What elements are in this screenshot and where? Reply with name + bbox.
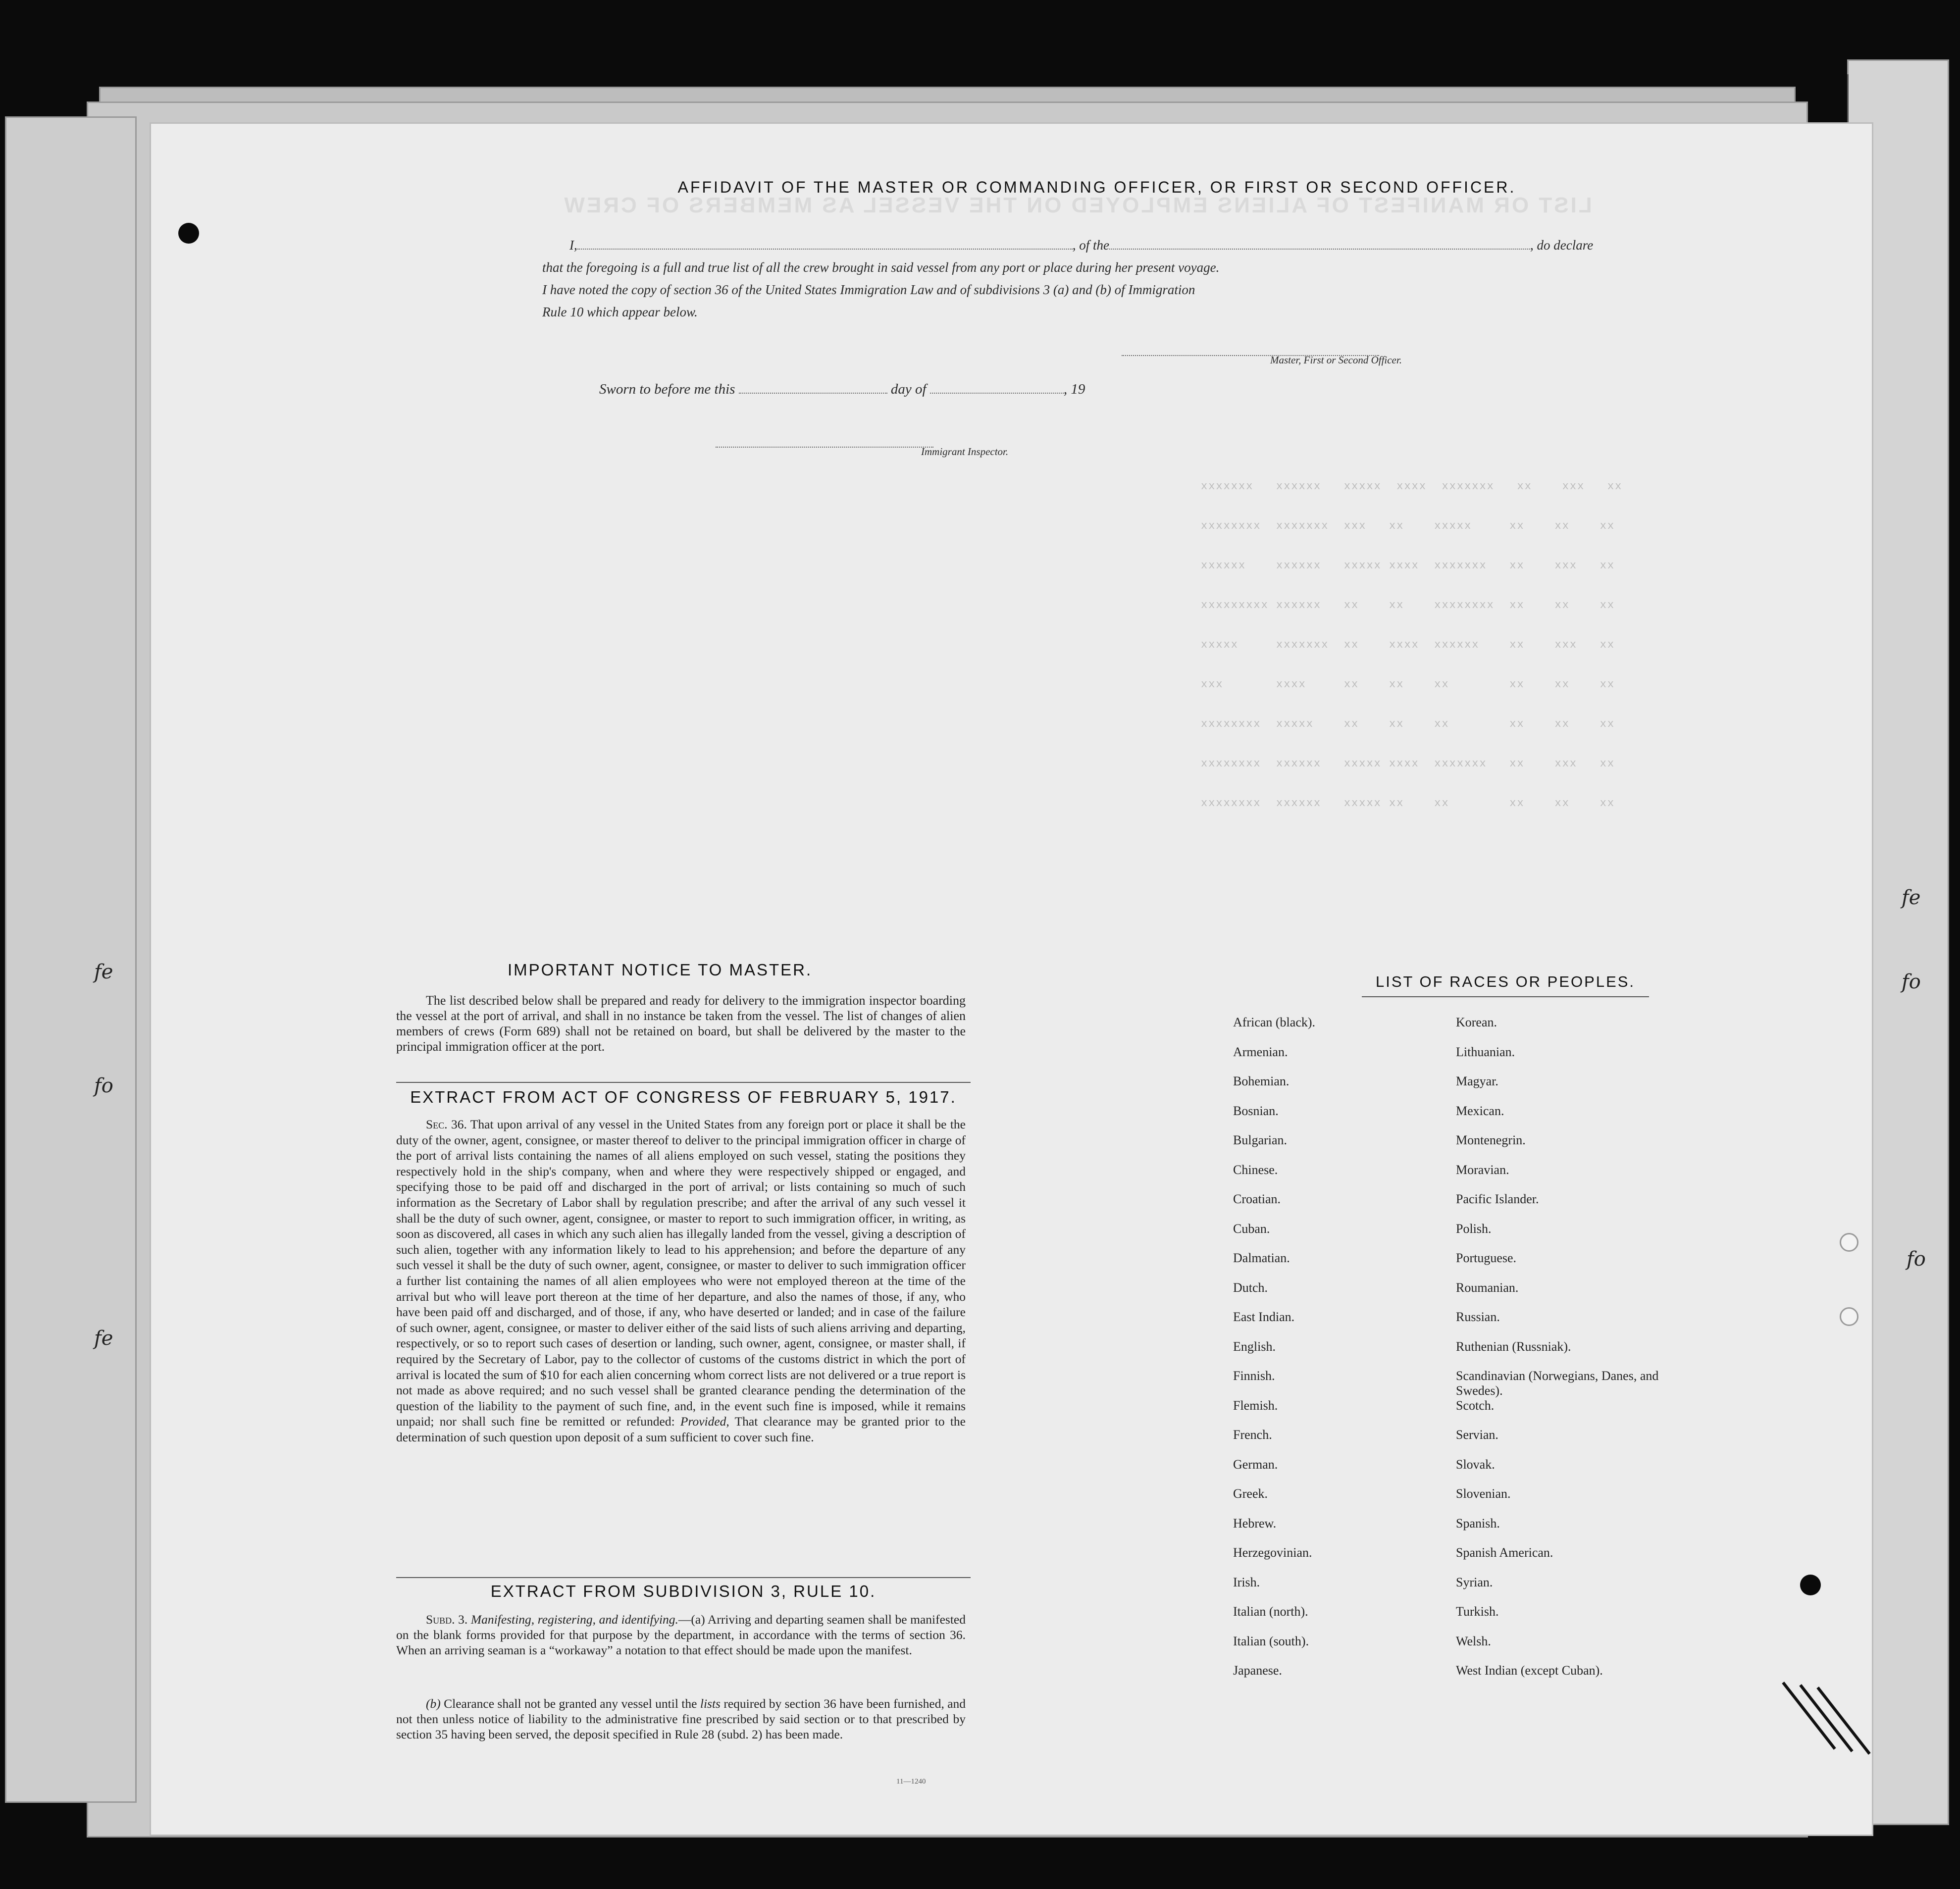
bleed-through-row: xxxxxxxx xxxxx xx xx xx xx xx xx [1201,718,1615,730]
tally-marks [1793,1674,1852,1753]
race-item-right: Montenegrin. [1456,1133,1526,1147]
race-item-right: Ruthenian (Russniak). [1456,1339,1571,1354]
sworn-day-of: day of [890,381,927,397]
sworn-month-field[interactable] [930,393,1064,394]
race-item-right: Mexican. [1456,1103,1504,1118]
races-right-column [1456,1015,1674,1693]
bleed-through-row: xxxxxxxxx xxxxxx xx xx xxxxxxxx xx xx xx [1201,599,1615,612]
race-item-right: Scandinavian (Norwegians, Danes, and Swedes). [1456,1369,1659,1398]
race-item-right: Russian. [1456,1310,1500,1324]
race-item-left: Italian (south). [1233,1634,1309,1648]
race-item-left: Italian (north). [1233,1604,1308,1619]
races-title: LIST OF RACES OR PEOPLES. [1375,973,1636,990]
affidavit-declaration-line [569,238,1593,253]
sec-36-text: That upon arrival of any vessel in the United States from any foreign port or place it shall be the duty of the owner, agent, consignee, or master thereof to deliver to the principal immigration officer in charge of the port of arrival lists containing the names of all aliens employed on such vessel, stating the positions they respectively hold in the ship's company, when and where they were respectively shipped or engaged, and specifying those to be paid off and discharged in the port of arrival; or lists containing so much of such information as the Secretary of Labor shall by regulation prescribe; and after the arrival of any such vessel it shall be the duty of such owner, agent, consignee, or master to report to such immigration officer, in writing, as soon as discovered, all cases in which any such alien has illegally landed from the vessel, giving a description of such alien, together with any information likely to lead to his apprehension; and before the departure of any such vessel it shall be the duty of such owner, agent, consignee, or master to deliver to such immigration officer a further list containing the names of all alien employees who were not employed thereon at the time of the arrival but who will leave port thereon at the time of her departure, and also the names of those, if any, who have been paid off and discharged, and of those, if any, who have deserted or landed; and in case of the failure of such owner, agent, consignee, or master to deliver either of the said lists of such aliens arriving and departing, respectively, or so to report such cases of desertion or landing, such owner, agent, consignee, or master shall, if required by the Secretary of Labor, pay to the collector of customs of the customs district in which the port of arrival is located the sum of $10 for each alien concerning whom correct lists are not delivered or a true report is not made as above required; and no such vessel shall be granted clearance pending the determination of the question of the liability to the payment of such fine, and, in the event such fine is imposed, while it remains unpaid; nor shall such fine be remitted or refunded: [396,1117,966,1429]
inspector-label: Immigrant Inspector. [921,446,1009,458]
race-item-left: Japanese. [1233,1663,1282,1678]
rule-para-a [396,1612,966,1658]
punch-hole [1800,1575,1821,1595]
bleed-through-row: xxxxxx xxxxxx xxxxx xxxx xxxxxxx xx xxx xx [1201,560,1615,572]
race-item-left: East Indian. [1233,1310,1295,1324]
race-item-left: Irish. [1233,1575,1260,1589]
vessel-name-field[interactable] [1109,249,1530,250]
provided-word: Provided, [680,1414,729,1429]
bleed-through-row: xxxxxxxx xxxxxx xxxxx xx xx xx xx xx [1201,797,1615,810]
subd-para-a: —(a) Arriving and departing seamen shall be manifested on the blank forms provided for that purpose by the department, in accordance with the terms of section 36. When an arriving seaman is a “workaway” a notation to that effect should be made upon the manifest. [396,1612,966,1657]
affidavit-line-2: that the foregoing is a full and true list of all the crew brought in said vessel from any port or place during her present voyage. [542,260,1220,275]
race-item-left: Bohemian. [1233,1074,1289,1088]
race-item-left: Hebrew. [1233,1516,1277,1531]
race-item-left: Dalmatian. [1233,1251,1290,1265]
race-item-left: French. [1233,1428,1272,1442]
sworn-line [599,381,1085,398]
race-item-left: Greek. [1233,1486,1268,1501]
notice-title: IMPORTANT NOTICE TO MASTER. [508,961,813,979]
inspector-signature-line[interactable] [716,436,933,451]
extract-rule-title: EXTRACT FROM SUBDIVISION 3, RULE 10. [396,1577,971,1601]
affidavit-line-4: Rule 10 which appear below. [542,305,698,319]
rule-para-b [396,1696,966,1742]
bleed-through-row: xxxxx xxxxxxx xx xxxx xxxxxx xx xxx xx [1201,639,1615,651]
bleed-through-row: xxxxxxxx xxxxxx xxxxx xxxx xxxxxxx xx xxx xx [1201,758,1615,770]
sworn-year: , 19 [1063,381,1085,397]
of-the-label: , of the [1072,238,1109,253]
subd-label: Subd. 3. [426,1612,468,1627]
name-field[interactable] [577,249,1073,250]
bleed-through-row: xxxxxxx xxxxxx xxxxx xxxx xxxxxxx xx xxx xx [1201,480,1623,493]
race-item-right: Slovak. [1456,1457,1495,1472]
affidavit-title: AFFIDAVIT OF THE MASTER OR COMMANDING OFFICER, OR FIRST OR SECOND OFFICER. [677,178,1516,196]
race-item-right: West Indian (except Cuban). [1456,1663,1603,1678]
master-signature-label: Master, First or Second Officer. [1270,354,1402,366]
race-item-right: Syrian. [1456,1575,1493,1589]
races-title-rule [1362,996,1649,997]
races-left-column [1233,1015,1441,1693]
bleed-through-title: LIST OR MANIFEST OF ALIENS EMPLOYED ON THE VESSEL AS MEMBERS OF CREW [562,193,1592,217]
bleed-through-row: xxxxxxxx xxxxxxx xxx xx xxxxx xx xx xx [1201,520,1615,532]
race-item-right: Polish. [1456,1221,1492,1236]
race-item-left: Bosnian. [1233,1103,1279,1118]
extract-act-text [396,1117,966,1445]
extract-act-title: EXTRACT FROM ACT OF CONGRESS OF FEBRUARY 5, 1917. [396,1082,971,1107]
form-number: 11—1240 [896,1778,926,1786]
notice-text: The list described below shall be prepared and ready for delivery to the immigration inspector boarding the vessel at the port of arrival, and shall in no instance be taken from the vessel. The list of changes of alien members of crews (Form 689) shall not be retained on board, but shall be delivered by the master to the principal immigration officer at the port. [396,993,966,1054]
race-item-right: Spanish American. [1456,1545,1553,1560]
race-item-left: African (black). [1233,1015,1316,1029]
subd-heading: Manifesting, registering, and identifying. [470,1612,678,1627]
race-item-right: Scotch. [1456,1398,1495,1413]
race-item-left: Bulgarian. [1233,1133,1288,1147]
race-item-left: Flemish. [1233,1398,1278,1413]
handwritten-mark: fe [1902,886,1921,909]
handwritten-mark: fe [94,1327,113,1350]
race-item-right: Servian. [1456,1428,1498,1442]
punch-hole [1840,1233,1858,1252]
affidavit-i-label: I, [569,238,577,253]
race-item-left: Croatian. [1233,1192,1281,1206]
para-b-text-2: required by section 36 have been furnished, and not then unless notice of liability to the administrative fine prescribed by said section or to that prescribed by section 35 having been served, the deposit specified in Rule 28 (subd. 2) has been made. [396,1696,966,1741]
handwritten-mark: fo [1907,1248,1926,1271]
race-item-right: Slovenian. [1456,1486,1511,1501]
race-item-left: Finnish. [1233,1369,1275,1383]
race-item-right: Turkish. [1456,1604,1499,1619]
para-b-lists: lists [700,1696,721,1711]
para-b-text-1: Clearance shall not be granted any vessel until the [444,1696,697,1711]
race-item-right: Welsh. [1456,1634,1491,1648]
race-item-right: Spanish. [1456,1516,1500,1531]
race-item-right: Portuguese. [1456,1251,1517,1265]
bleed-through-row: xxx xxxx xx xx xx xx xx xx [1201,678,1615,691]
sec-label: Sec. 36. [426,1117,467,1131]
race-item-right: Lithuanian. [1456,1044,1515,1059]
sworn-day-field[interactable] [739,393,887,394]
race-item-right: Pacific Islander. [1456,1192,1539,1206]
handwritten-mark: fo [94,1074,113,1097]
do-declare-label: , do declare [1530,238,1594,253]
race-item-right: Korean. [1456,1015,1497,1029]
race-item-right: Magyar. [1456,1074,1498,1088]
para-b-label: (b) [426,1696,441,1711]
race-item-left: Chinese. [1233,1162,1278,1177]
race-item-left: English. [1233,1339,1276,1354]
sec-36-text-end: That clearance may be granted prior to the determination of such question upon deposit of a sum sufficient to cover such fine. [396,1414,966,1444]
race-item-left: German. [1233,1457,1278,1472]
handwritten-mark: fo [1902,970,1921,993]
affidavit-line-3: I have noted the copy of section 36 of the United States Immigration Law and of subdivisions 3 (a) and (b) of Immigration [542,282,1195,297]
punch-hole [178,223,199,244]
race-item-left: Herzegovinian. [1233,1545,1312,1560]
race-item-left: Cuban. [1233,1221,1270,1236]
race-item-right: Moravian. [1456,1162,1509,1177]
sworn-prefix: Sworn to before me this [599,381,735,397]
manifest-page [151,124,1872,1835]
left-sheet-edge [5,116,137,1803]
race-item-left: Armenian. [1233,1044,1288,1059]
race-item-left: Dutch. [1233,1280,1268,1295]
handwritten-mark: fe [94,961,113,983]
punch-hole [1840,1307,1858,1326]
race-item-right: Roumanian. [1456,1280,1519,1295]
